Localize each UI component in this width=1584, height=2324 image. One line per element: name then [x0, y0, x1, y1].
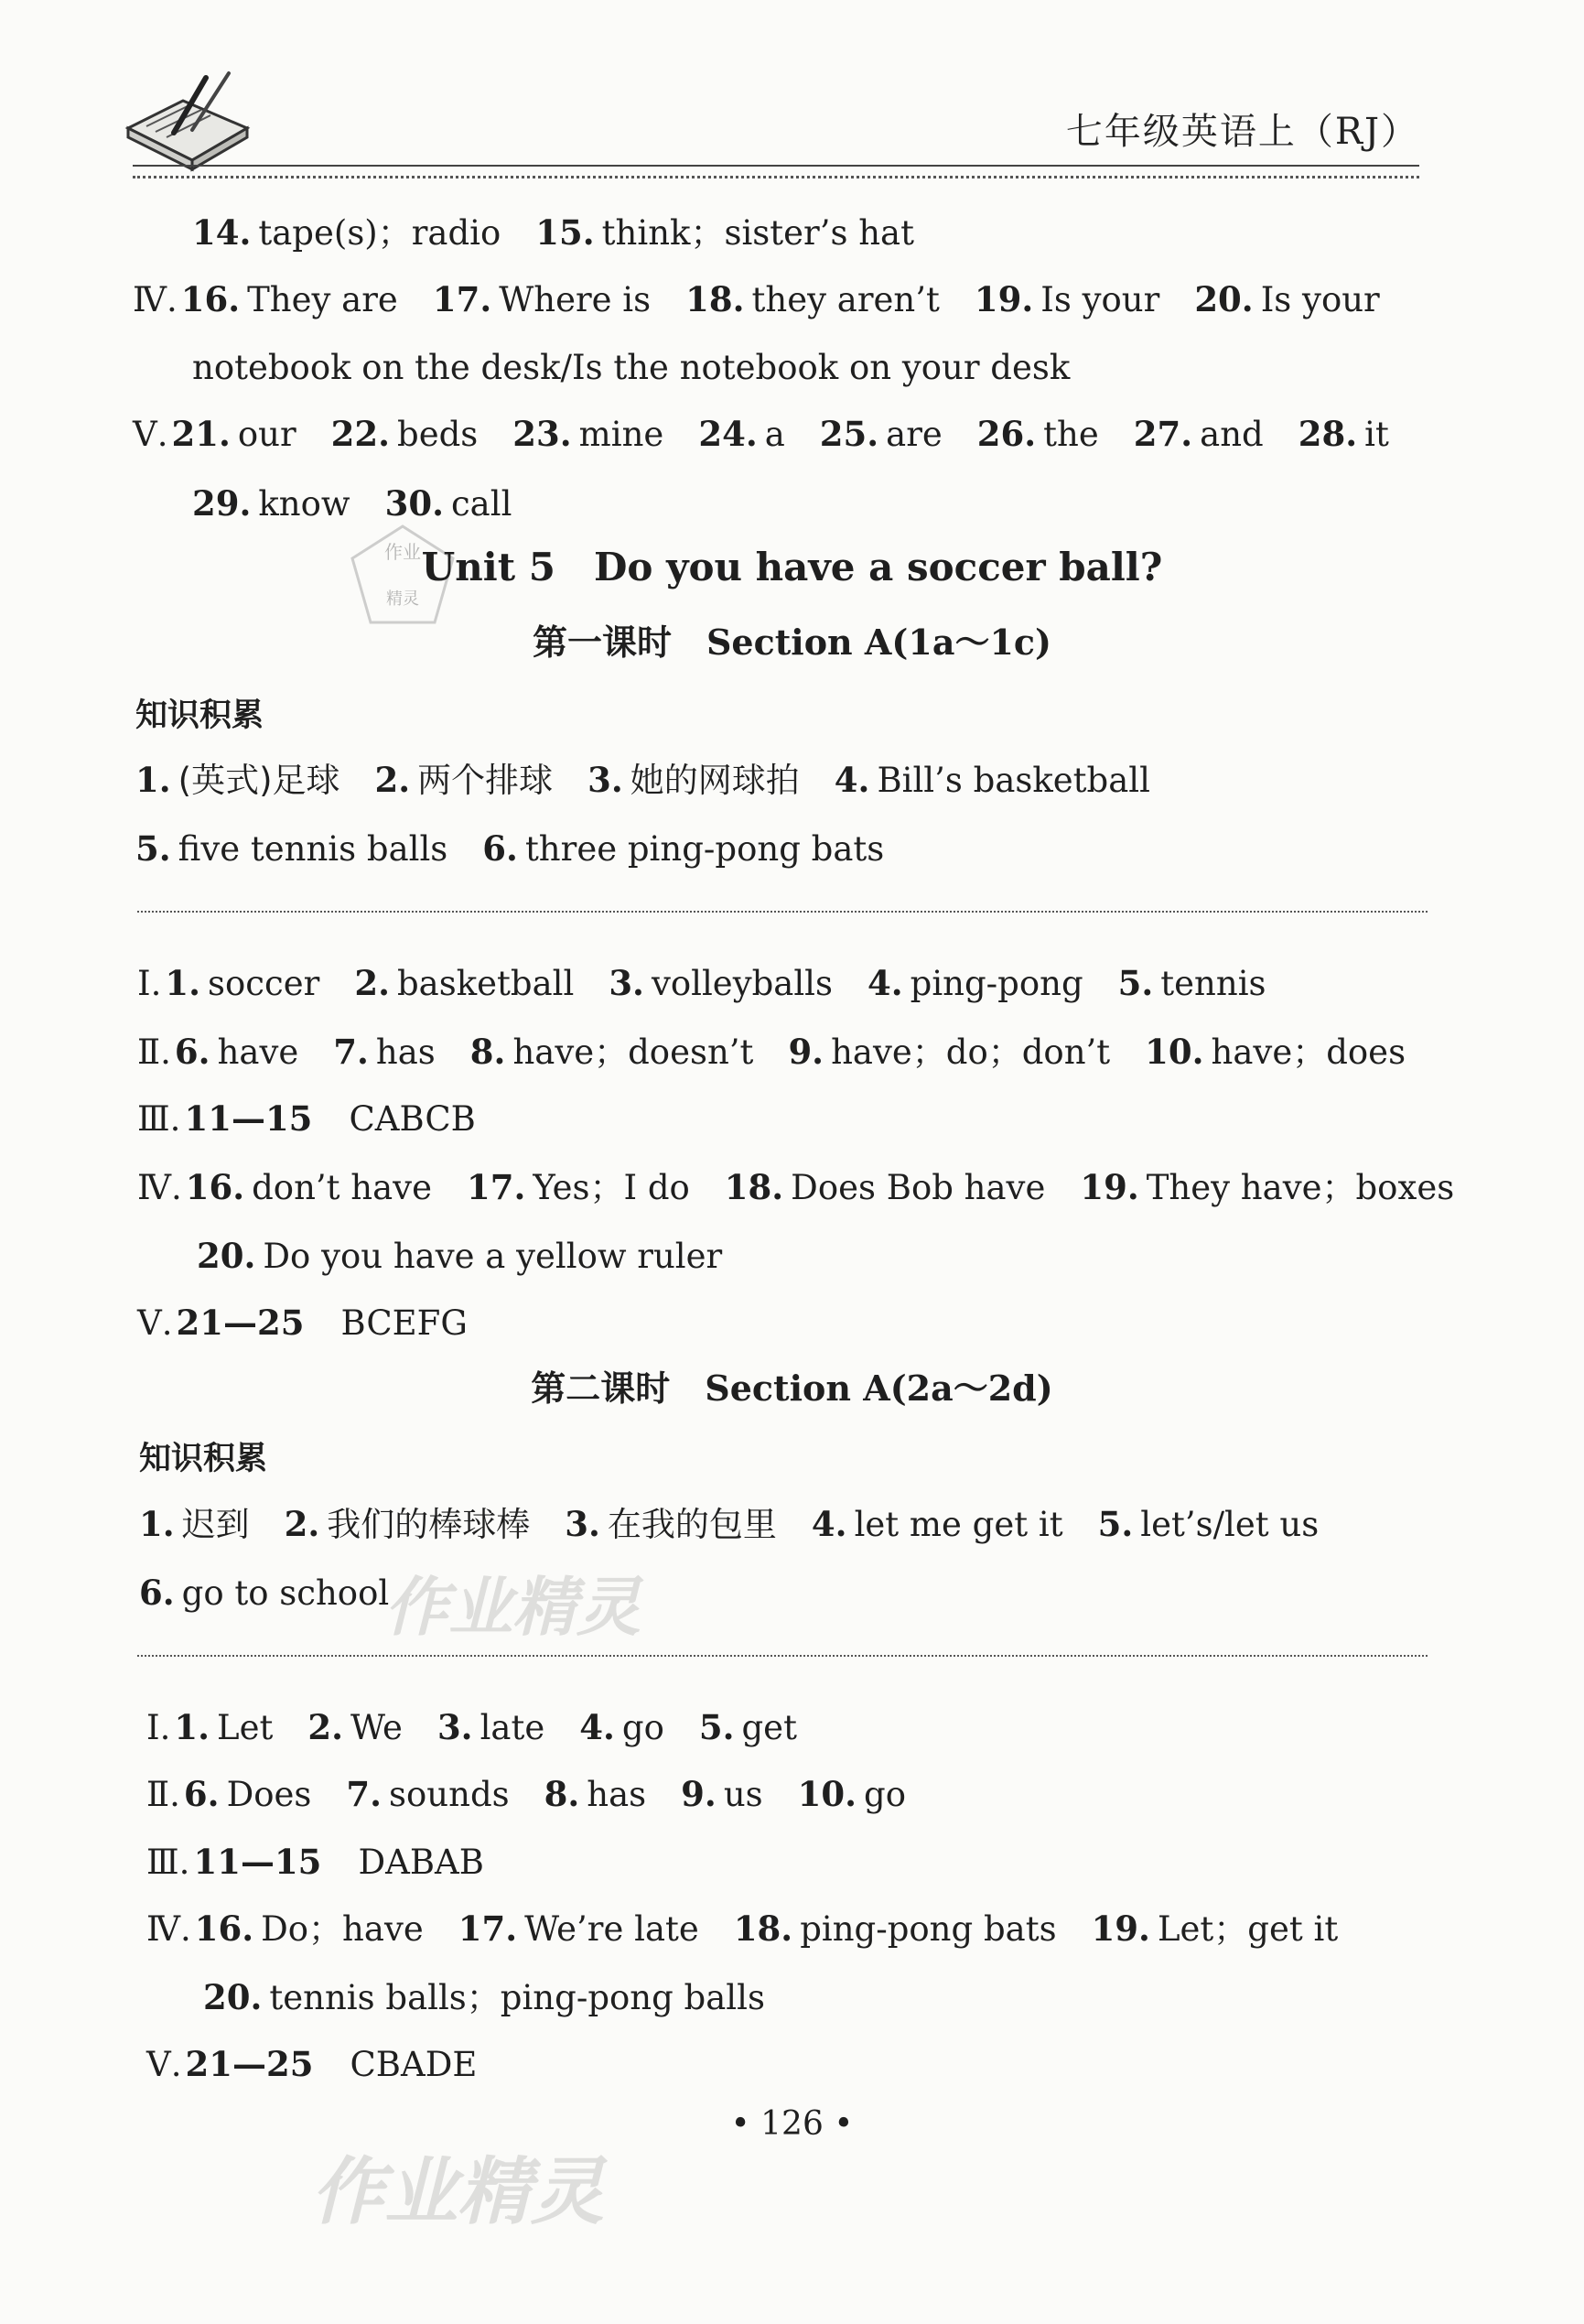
answer-row	[137, 1098, 476, 1140]
answer-item: 3. 她的网球拍	[587, 760, 800, 800]
section-numeral: Ⅱ.	[137, 1032, 171, 1072]
answer-item: 30. call	[384, 483, 512, 524]
section-heading: 知识积累	[135, 697, 264, 734]
answer-item: 6. have	[174, 1032, 299, 1072]
answer-item: 18. Does Bob have	[724, 1167, 1046, 1207]
answer-item: 26. the	[976, 414, 1099, 454]
answer-item: 2. 两个排球	[374, 760, 554, 800]
answer-item: 7. has	[333, 1032, 436, 1072]
answer-row	[203, 1977, 765, 2018]
answer-item: 17. Yes；I do	[466, 1167, 690, 1207]
answer-row	[139, 1573, 389, 1614]
divider	[137, 911, 1428, 913]
answer-row	[137, 1303, 468, 1344]
section-numeral: Ⅲ.	[137, 1099, 181, 1139]
answer-item: 20. Do you have a yellow ruler	[197, 1236, 723, 1276]
answer-row	[146, 2044, 477, 2085]
answer-item: 20. Is your	[1194, 279, 1380, 319]
answer-item: 21—25 BCEFG	[176, 1303, 468, 1343]
answer-row	[137, 963, 1266, 1004]
answer-item: 15. think；sister’s hat	[535, 212, 914, 253]
answer-row	[135, 760, 1150, 801]
answer-item: 25. are	[819, 414, 943, 454]
answer-item: 8. have；doesn’t	[469, 1032, 754, 1072]
answer-row	[146, 1707, 797, 1748]
answer-item: 4. let me get it	[811, 1504, 1063, 1544]
section-numeral: Ⅳ.	[146, 1909, 191, 1949]
section-numeral: Ⅰ.	[146, 1708, 171, 1747]
section-numeral: Ⅴ.	[137, 1303, 173, 1343]
answer-item: 2. basketball	[354, 963, 575, 1003]
answer-item: 3. late	[436, 1707, 545, 1747]
answer-item: 16. don’t have	[185, 1167, 432, 1207]
answer-item: 20. tennis balls；ping-pong balls	[203, 1977, 765, 2017]
answer-item: 5. let’s/let us	[1097, 1504, 1320, 1544]
answer-row	[197, 1236, 722, 1277]
answer-item: 23. mine	[512, 414, 664, 454]
answer-row	[133, 414, 1389, 455]
answer-item: 9. have；do；don’t	[788, 1032, 1111, 1072]
answer-item: 5. get	[698, 1707, 797, 1747]
section-numeral: Ⅴ.	[146, 2045, 182, 2084]
lesson-title: 第一课时 Section A(1a～1c)	[532, 622, 1052, 663]
answer-item: 5. five tennis balls	[135, 828, 448, 869]
answer-row	[135, 828, 884, 870]
answer-row	[133, 279, 1380, 320]
answer-item: 1. 迟到	[139, 1504, 250, 1544]
answer-continuation: notebook on the desk/Is the notebook on your desk	[192, 348, 1071, 387]
answer-item: 9. us	[681, 1774, 763, 1814]
answer-item: 18. they aren’t	[685, 279, 940, 319]
answer-item: 4. Bill’s basketball	[834, 760, 1150, 800]
unit-title: Unit 5 Do you have a soccer ball?	[421, 545, 1163, 589]
divider	[137, 1655, 1428, 1657]
answer-item: 10. have；does	[1145, 1032, 1406, 1072]
answer-item: 5. tennis	[1117, 963, 1266, 1003]
answer-item: 17. Where is	[432, 279, 652, 319]
answer-item: 22. beds	[330, 414, 479, 454]
answer-item: 1. Let	[174, 1707, 274, 1747]
section-heading: 知识积累	[139, 1441, 268, 1477]
answer-item: 17. We’re late	[458, 1908, 699, 1949]
header-rule	[133, 165, 1419, 178]
answer-item: 21—25 CBADE	[185, 2044, 478, 2084]
section-numeral: Ⅲ.	[146, 1843, 190, 1882]
answer-item: 6. go to school	[139, 1573, 390, 1613]
section-numeral: Ⅴ.	[133, 415, 168, 454]
answer-row	[146, 1908, 1338, 1950]
answer-item: 7. sounds	[346, 1774, 510, 1814]
answer-item: 14. tape(s)；radio	[192, 212, 501, 253]
section-numeral: Ⅱ.	[146, 1775, 180, 1814]
book-title: 七年级英语上（RJ）	[1065, 111, 1419, 153]
answer-item: 1. (英式)足球	[135, 760, 340, 800]
answer-item: 8. has	[544, 1774, 647, 1814]
answer-item: 19. Let；get it	[1091, 1908, 1339, 1949]
answer-item: 6. three ping-pong bats	[482, 828, 885, 869]
answer-item: 10. go	[797, 1774, 906, 1814]
answer-item: 16. They are	[180, 279, 398, 319]
section-numeral: Ⅰ.	[137, 964, 162, 1003]
answer-item: 2. We	[307, 1707, 403, 1747]
answer-item: 4. go	[579, 1707, 664, 1747]
answer-row	[146, 1774, 906, 1815]
watermark-text: 作业精灵	[384, 1570, 641, 1645]
answer-item: 19. Is your	[974, 279, 1160, 319]
answer-item: 19. They have；boxes	[1080, 1167, 1455, 1207]
answer-item: 21. our	[171, 414, 296, 454]
answer-item: 27. and	[1133, 414, 1264, 454]
answer-row	[137, 1167, 1454, 1208]
answer-item: 16. Do；have	[194, 1908, 424, 1949]
answer-item: 29. know	[192, 483, 350, 524]
answer-item: 1. soccer	[165, 963, 320, 1003]
section-numeral: Ⅳ.	[137, 1168, 182, 1207]
answer-item: 4. ping-pong	[867, 963, 1083, 1003]
lesson-title: 第二课时 Section A(2a～2d)	[531, 1367, 1053, 1409]
answer-row	[192, 212, 914, 254]
answer-row	[137, 1032, 1406, 1073]
answer-item: 28. it	[1298, 414, 1389, 454]
page-number: • 126 •	[730, 2105, 854, 2143]
watermark-text: 作业精灵	[311, 2149, 604, 2234]
answer-item: 11—15 DABAB	[193, 1842, 484, 1882]
answer-row	[192, 483, 512, 524]
answer-item: 3. 在我的包里	[565, 1504, 777, 1544]
answer-item: 11—15 CABCB	[184, 1098, 476, 1139]
section-numeral: Ⅳ.	[133, 280, 178, 319]
answer-item: 6. Does	[183, 1774, 312, 1814]
answer-item: 18. ping-pong bats	[733, 1908, 1057, 1949]
answer-row	[139, 1504, 1319, 1545]
svg-text:作业: 作业	[384, 541, 421, 563]
answer-item: 2. 我们的棒球棒	[284, 1504, 531, 1544]
answer-item: 3. volleyballs	[609, 963, 833, 1003]
answer-item: 24. a	[698, 414, 785, 454]
answer-row	[146, 1842, 484, 1883]
book-pen-icon	[119, 64, 256, 174]
svg-text:精灵: 精灵	[386, 589, 419, 609]
